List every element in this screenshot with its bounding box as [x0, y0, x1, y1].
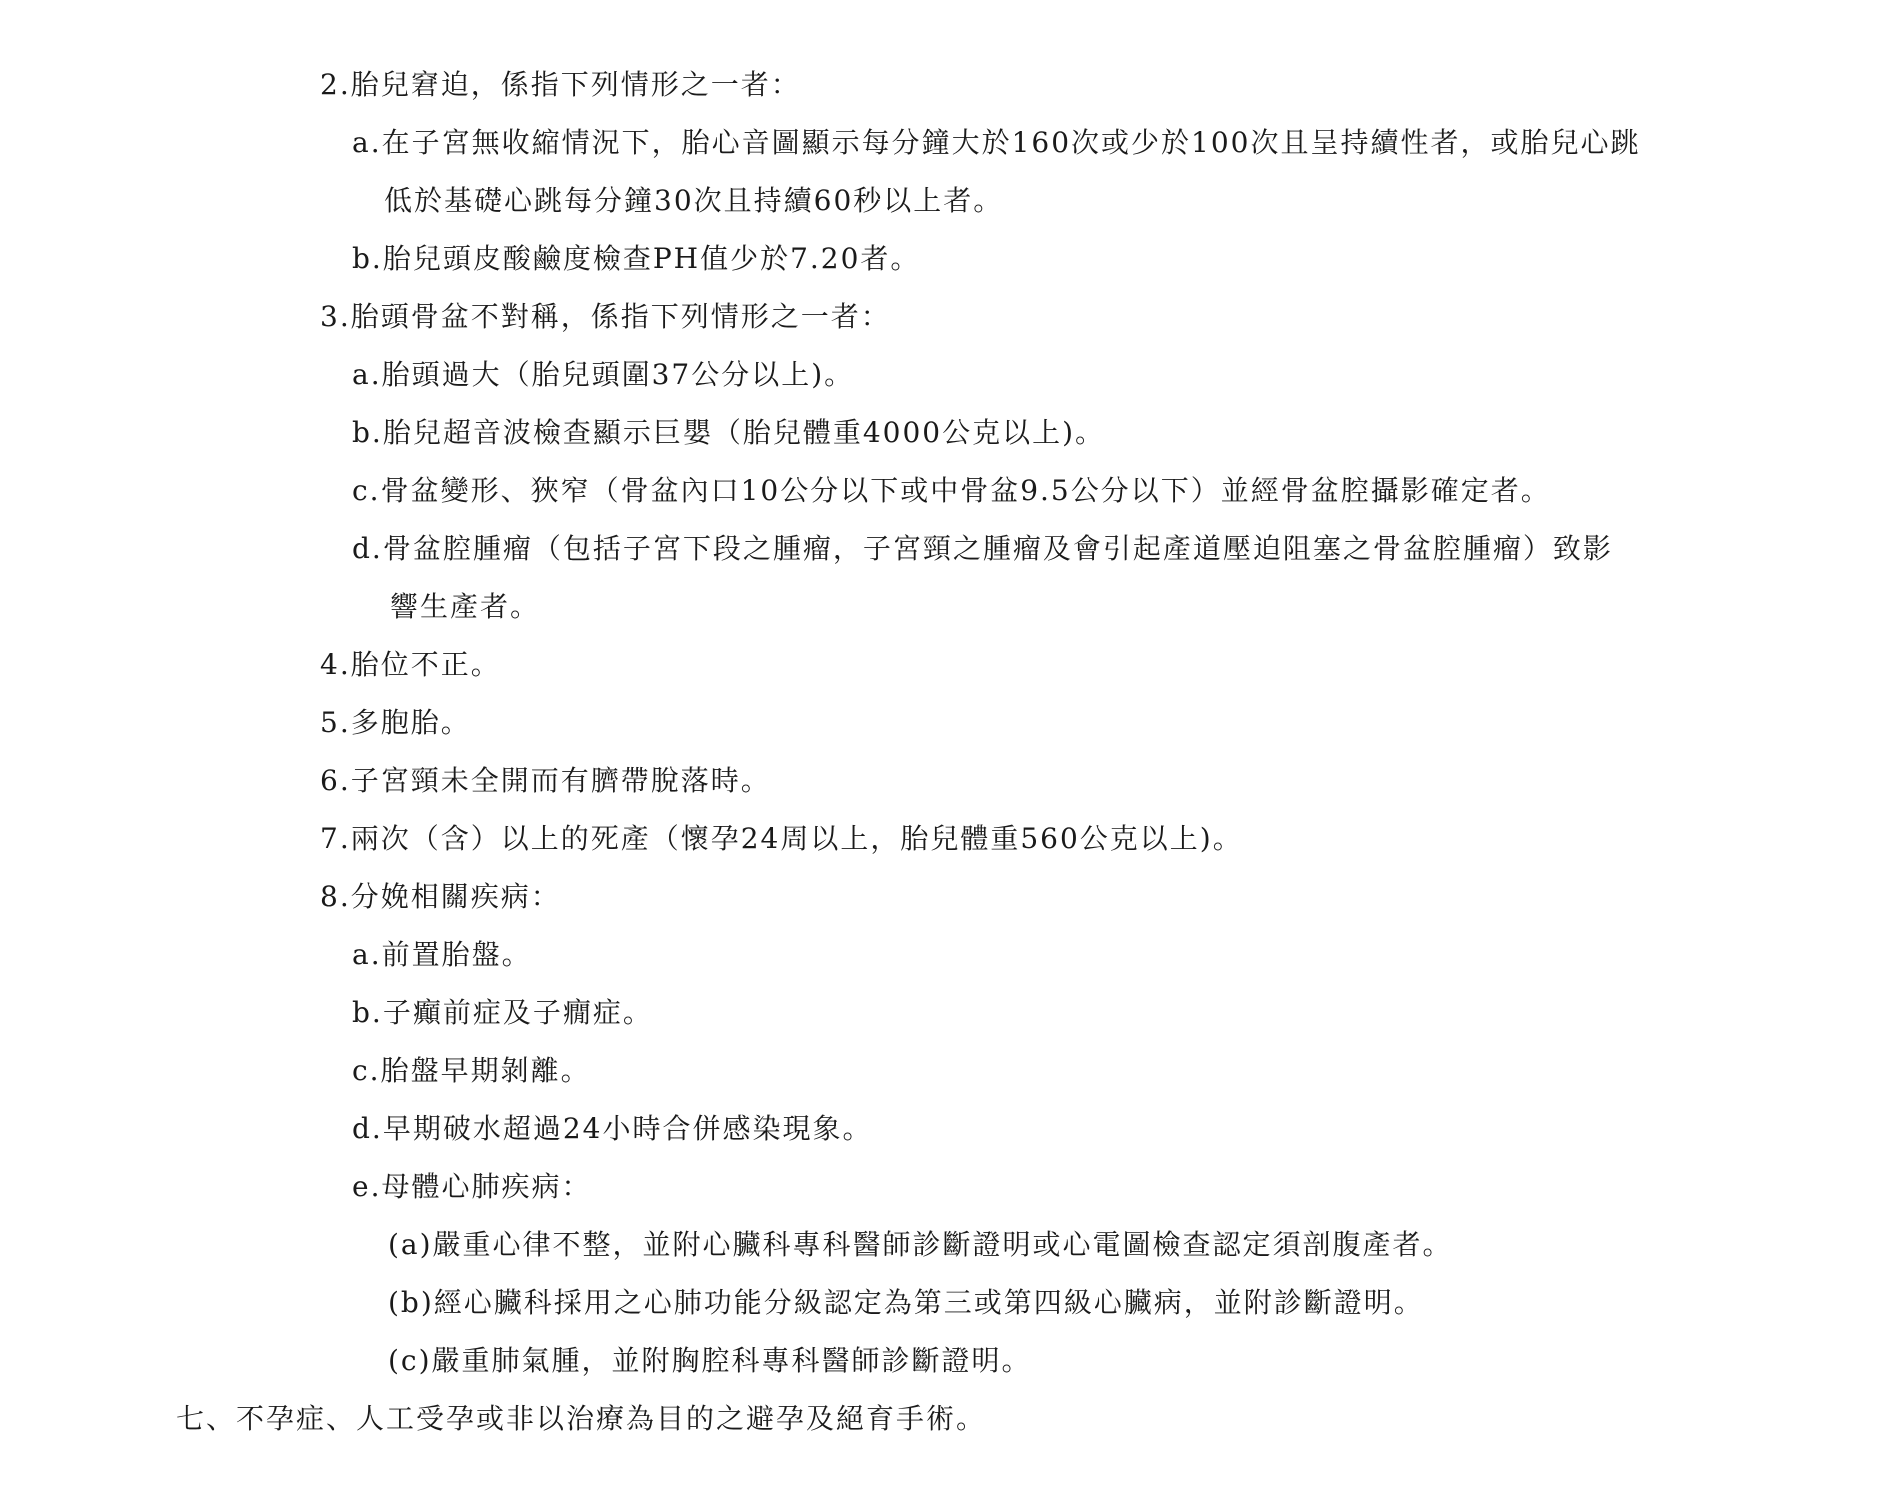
list-item-3: 3.胎頭骨盆不對稱，係指下列情形之一者： — [320, 300, 891, 333]
list-item-3d-cont: 響生產者。 — [390, 590, 541, 623]
list-item-8d: d.早期破水超過24小時合併感染現象。 — [352, 1112, 873, 1145]
list-item-2: 2.胎兒窘迫，係指下列情形之一者： — [320, 68, 801, 101]
list-item-8b: b.子癲前症及子癇症。 — [352, 996, 653, 1029]
list-item-2a: a.在子宮無收縮情況下，胎心音圖顯示每分鐘大於160次或少於100次且呈持續性者，或胎兒心跳 — [352, 126, 1641, 159]
list-item-8e-a: (a)嚴重心律不整，並附心臟科專科醫師診斷證明或心電圖檢查認定須剖腹產者。 — [388, 1228, 1453, 1261]
list-item-5: 5.多胞胎。 — [320, 706, 471, 739]
list-item-8e: e.母體心肺疾病： — [352, 1170, 592, 1203]
list-item-6: 6.子宮頸未全開而有臍帶脫落時。 — [320, 764, 771, 797]
list-item-4: 4.胎位不正。 — [320, 648, 501, 681]
list-item-7: 7.兩次（含）以上的死產（懷孕24周以上，胎兒體重560公克以上)。 — [320, 822, 1243, 855]
list-item-3b: b.胎兒超音波檢查顯示巨嬰（胎兒體重4000公克以上)。 — [352, 416, 1106, 449]
list-item-8a: a.前置胎盤。 — [352, 938, 532, 971]
list-item-8: 8.分娩相關疾病： — [320, 880, 561, 913]
list-item-8e-c: (c)嚴重肺氣腫，並附胸腔科專科醫師診斷證明。 — [388, 1344, 1032, 1377]
list-item-2b: b.胎兒頭皮酸鹼度檢查PH值少於7.20者。 — [352, 242, 921, 275]
list-item-3a: a.胎頭過大（胎兒頭圍37公分以上)。 — [352, 358, 855, 391]
list-item-3c: c.骨盆變形、狹窄（骨盆內口10公分以下或中骨盆9.5公分以下）並經骨盆腔攝影確定者。 — [352, 474, 1551, 507]
list-item-8e-b: (b)經心臟科採用之心肺功能分級認定為第三或第四級心臟病，並附診斷證明。 — [388, 1286, 1424, 1319]
section-heading-7: 七、不孕症、人工受孕或非以治療為目的之避孕及絕育手術。 — [176, 1402, 987, 1435]
list-item-3d: d.骨盆腔腫瘤（包括子宮下段之腫瘤，子宮頸之腫瘤及會引起產道壓迫阻塞之骨盆腔腫瘤）致影 — [352, 532, 1613, 565]
list-item-8c: c.胎盤早期剝離。 — [352, 1054, 591, 1087]
list-item-2a-cont: 低於基礎心跳每分鐘30次且持續60秒以上者。 — [384, 184, 1004, 217]
